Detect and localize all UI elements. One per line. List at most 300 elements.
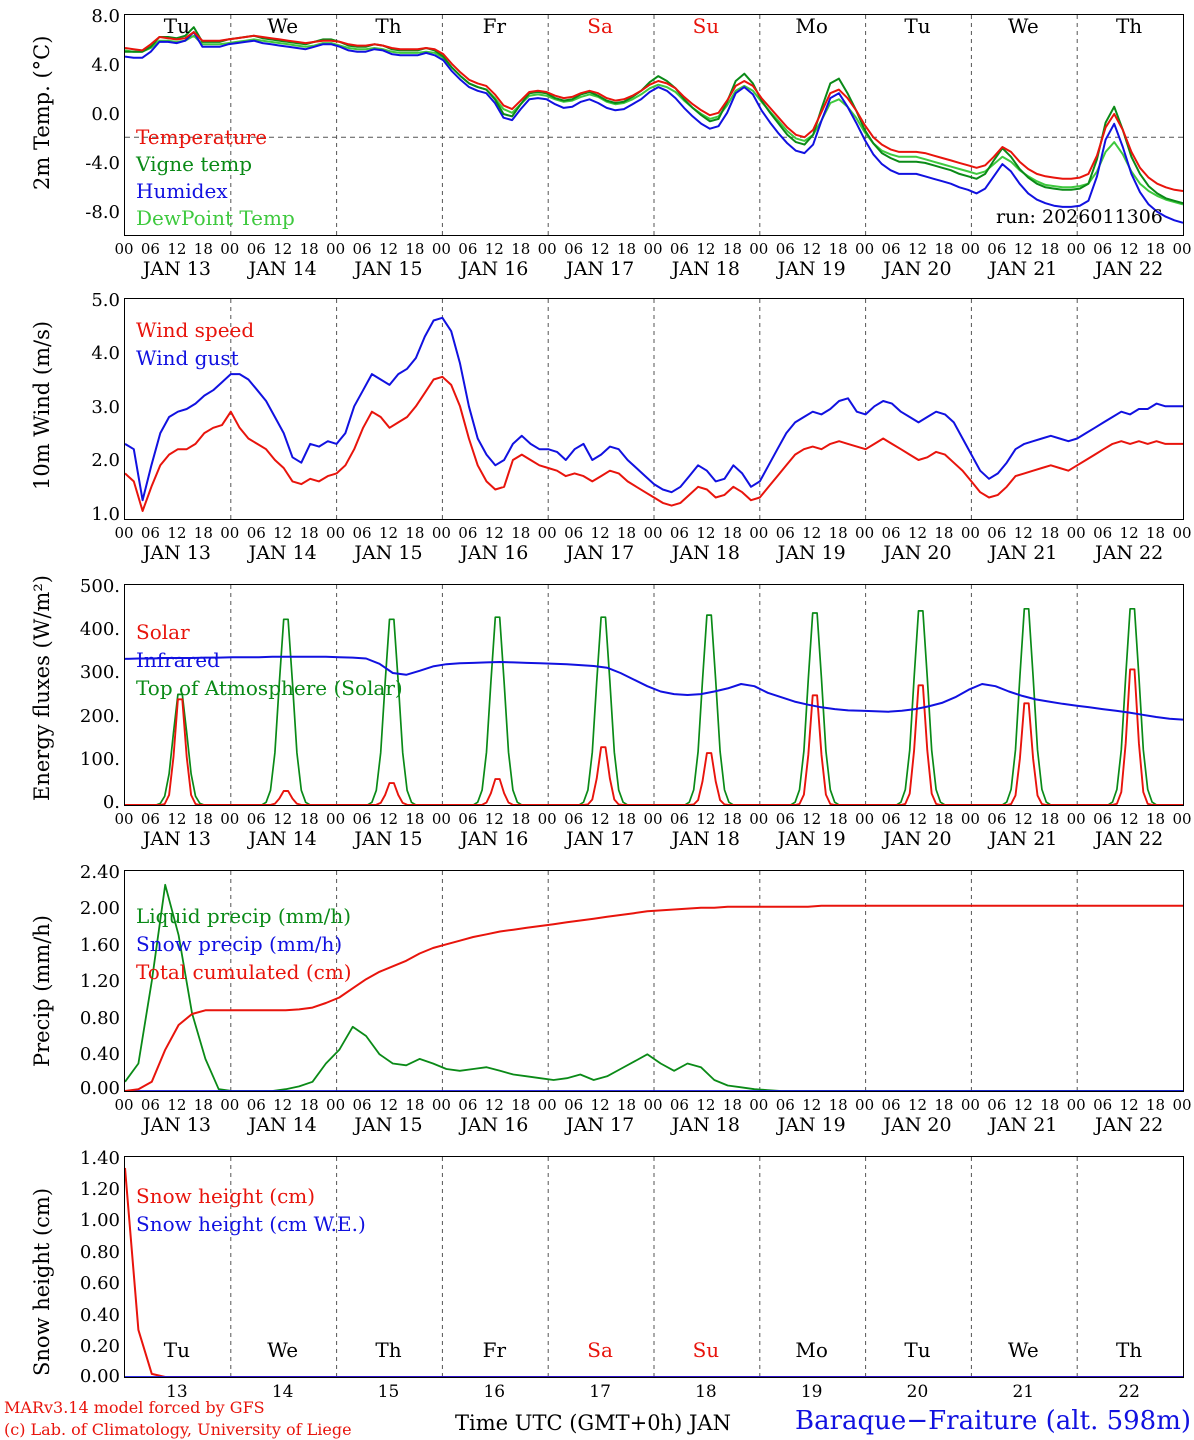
dayname-bottom: Fr <box>482 1338 507 1362</box>
hour-tick: 12 <box>1119 1096 1139 1114</box>
date-tick: JAN 14 <box>248 542 317 564</box>
hour-tick: 18 <box>617 524 637 542</box>
run-label: run: 2026011306 <box>996 206 1163 228</box>
hour-tick: 06 <box>669 810 689 828</box>
hour-tick: 06 <box>352 524 372 542</box>
hour-tick: 18 <box>1146 1096 1166 1114</box>
hour-tick: 00 <box>431 810 451 828</box>
hour-tick: 06 <box>352 810 372 828</box>
hour-tick: 12 <box>696 810 716 828</box>
hour-tick: 12 <box>696 524 716 542</box>
hour-tick: 06 <box>881 810 901 828</box>
hour-tick: 12 <box>907 1096 928 1114</box>
daynumber-bottom: 18 <box>695 1382 717 1402</box>
hour-tick: 12 <box>907 524 928 542</box>
hour-tick: 00 <box>537 240 557 258</box>
hour-tick: 12 <box>484 1096 504 1114</box>
ytick-snow-120: 1.20 <box>79 1179 120 1200</box>
hour-tick: 18 <box>405 240 425 258</box>
hour-tick: 18 <box>1146 524 1166 542</box>
footer-station-name: Baraque−Fraiture (alt. 598m) <box>795 1406 1192 1436</box>
hour-tick: 18 <box>722 1096 742 1114</box>
hour-tick: 18 <box>193 810 213 828</box>
hour-tick: 00 <box>537 1096 557 1114</box>
date-tick: JAN 13 <box>142 542 211 564</box>
date-tick: JAN 21 <box>989 1114 1058 1136</box>
hour-tick: 18 <box>405 524 425 542</box>
panel-temperature <box>0 0 1194 280</box>
date-tick: JAN 21 <box>989 258 1058 280</box>
daynumber-bottom: 21 <box>1012 1382 1035 1402</box>
hour-tick: 00 <box>1066 240 1086 258</box>
hour-tick: 12 <box>484 524 504 542</box>
panel-energy-fluxes <box>0 576 1194 856</box>
hour-tick: 06 <box>775 810 795 828</box>
legend-snow-height-we: Snow height (cm W.E.) <box>136 1212 366 1236</box>
hour-tick: 00 <box>114 810 134 828</box>
hour-tick: 00 <box>220 240 240 258</box>
hour-tick: 12 <box>378 810 399 828</box>
gridlines <box>231 299 1077 519</box>
hour-tick: 06 <box>1093 1096 1113 1114</box>
hour-tick: 06 <box>881 524 901 542</box>
hour-tick: 12 <box>590 1096 610 1114</box>
hour-tick: 18 <box>934 240 954 258</box>
dayname-top: Mo <box>795 14 828 38</box>
hour-tick: 00 <box>537 524 557 542</box>
date-tick: JAN 17 <box>566 542 635 564</box>
dayname-bottom: Tu <box>904 1338 931 1362</box>
hour-tick: 00 <box>326 240 346 258</box>
hour-tick: 18 <box>1040 810 1060 828</box>
gridlines <box>125 15 1183 235</box>
hour-tick: 06 <box>458 524 478 542</box>
hour-tick: 18 <box>1040 524 1060 542</box>
date-tick: JAN 16 <box>460 258 529 280</box>
hour-tick: 18 <box>299 240 319 258</box>
ytick-snow-040: 0.40 <box>79 1305 120 1326</box>
hour-tick: 18 <box>1146 810 1166 828</box>
ytick-temp-m8: -8.0 <box>85 202 120 223</box>
hour-tick: 06 <box>987 524 1007 542</box>
ytick-snow-000: 0.00 <box>79 1366 120 1387</box>
ytick-energy-200: 200. <box>79 706 120 727</box>
footer-credit-line1: MARv3.14 model forced by GFS <box>4 1398 265 1417</box>
date-tick: JAN 17 <box>566 258 635 280</box>
hour-tick: 18 <box>193 524 213 542</box>
hour-tick: 18 <box>617 810 637 828</box>
legend-wind-speed: Wind speed <box>136 318 255 342</box>
hour-tick: 06 <box>352 1096 372 1114</box>
date-tick: JAN 15 <box>354 828 423 850</box>
hour-tick: 12 <box>802 240 822 258</box>
hour-tick: 18 <box>934 810 954 828</box>
hour-tick: 06 <box>246 524 266 542</box>
hour-tick: 18 <box>934 1096 954 1114</box>
date-tick: JAN 22 <box>1095 542 1164 564</box>
date-tick: JAN 13 <box>142 1114 211 1136</box>
hour-tick: 12 <box>273 240 293 258</box>
hour-tick: 06 <box>458 1096 478 1114</box>
hour-tick: 12 <box>802 524 822 542</box>
hour-tick: 06 <box>987 810 1007 828</box>
ytick-wind-4: 4.0 <box>91 343 120 364</box>
hour-tick: 00 <box>749 524 769 542</box>
ytick-snow-140: 1.40 <box>79 1148 120 1169</box>
hour-tick: 18 <box>299 810 319 828</box>
hour-tick: 12 <box>273 810 293 828</box>
hour-tick: 00 <box>749 240 769 258</box>
date-tick: JAN 21 <box>989 828 1058 850</box>
hour-tick: 06 <box>352 240 372 258</box>
dayname-bottom: Mo <box>795 1338 828 1362</box>
plot-area-wind <box>124 298 1184 520</box>
hour-tick: 18 <box>722 240 742 258</box>
hour-tick: 06 <box>564 524 584 542</box>
date-tick: JAN 20 <box>883 258 952 280</box>
hour-tick: 00 <box>537 810 557 828</box>
legend-humidex: Humidex <box>136 179 228 203</box>
hour-tick: 00 <box>431 240 451 258</box>
hour-tick: 00 <box>326 1096 346 1114</box>
dayname-top: Th <box>1115 14 1143 38</box>
hour-tick: 18 <box>617 240 637 258</box>
hour-tick: 06 <box>458 240 478 258</box>
axis-label-wind: 10m Wind (m/s) <box>30 320 54 490</box>
hour-tick: 12 <box>378 1096 399 1114</box>
hour-tick: 18 <box>617 1096 637 1114</box>
hour-tick: 12 <box>167 524 187 542</box>
dayname-top: We <box>1007 14 1039 38</box>
date-tick: JAN 16 <box>460 1114 529 1136</box>
date-tick: JAN 20 <box>883 1114 952 1136</box>
hour-tick: 00 <box>220 524 240 542</box>
hour-tick: 12 <box>484 240 504 258</box>
date-tick: JAN 13 <box>142 258 211 280</box>
ytick-temp-8: 8.0 <box>91 6 120 27</box>
panel-precip <box>0 862 1194 1142</box>
hour-tick: 12 <box>907 240 928 258</box>
date-tick: JAN 15 <box>354 542 423 564</box>
hour-tick: 12 <box>1013 524 1033 542</box>
hour-tick: 00 <box>960 810 980 828</box>
daynumber-bottom: 17 <box>589 1382 611 1402</box>
ytick-wind-1: 1.0 <box>91 504 120 525</box>
hour-tick: 06 <box>669 1096 689 1114</box>
hour-tick: 06 <box>775 524 795 542</box>
hour-tick: 18 <box>1040 1096 1060 1114</box>
daynumber-bottom: 22 <box>1118 1382 1140 1402</box>
hour-tick: 12 <box>167 240 187 258</box>
legend-solar: Solar <box>136 620 190 644</box>
ytick-precip-080: 0.80 <box>79 1008 120 1029</box>
dayname-top: Tu <box>163 14 190 38</box>
ytick-snow-080: 0.80 <box>79 1242 120 1263</box>
date-tick: JAN 19 <box>777 258 846 280</box>
hour-tick: 00 <box>855 240 875 258</box>
date-tick: JAN 20 <box>883 828 952 850</box>
panel-wind <box>0 290 1194 570</box>
dayname-bottom: We <box>1007 1338 1039 1362</box>
hour-tick: 06 <box>246 810 266 828</box>
hour-tick: 00 <box>431 1096 451 1114</box>
hour-tick: 12 <box>484 810 504 828</box>
hour-tick: 18 <box>299 1096 319 1114</box>
hour-tick: 18 <box>1040 240 1060 258</box>
hour-tick: 12 <box>1013 1096 1033 1114</box>
daynumber-bottom: 13 <box>166 1382 188 1402</box>
date-tick: JAN 16 <box>460 828 529 850</box>
ytick-snow-020: 0.20 <box>79 1336 120 1357</box>
hour-tick: 18 <box>828 810 848 828</box>
hour-tick: 00 <box>1172 1096 1192 1114</box>
legend-total-cumulated: Total cumulated (cm) <box>136 960 352 984</box>
ytick-snow-060: 0.60 <box>79 1273 120 1294</box>
date-tick: JAN 22 <box>1095 828 1164 850</box>
ytick-wind-3: 3.0 <box>91 397 120 418</box>
hour-tick: 18 <box>828 1096 848 1114</box>
date-tick: JAN 22 <box>1095 1114 1164 1136</box>
ytick-precip-000: 0.00 <box>79 1078 120 1099</box>
hour-tick: 12 <box>590 240 610 258</box>
date-tick: JAN 19 <box>777 542 846 564</box>
hour-tick: 00 <box>960 240 980 258</box>
hour-tick: 18 <box>405 810 425 828</box>
hour-tick: 12 <box>1119 810 1139 828</box>
hour-tick: 18 <box>405 1096 425 1114</box>
dayname-bottom: Th <box>375 1338 402 1362</box>
daynumber-bottom: 20 <box>906 1382 929 1402</box>
date-tick: JAN 19 <box>777 828 846 850</box>
hour-tick: 06 <box>1093 524 1113 542</box>
date-tick: JAN 20 <box>883 542 952 564</box>
hour-tick: 06 <box>1093 810 1113 828</box>
hour-tick: 06 <box>881 1096 901 1114</box>
ytick-snow-100: 1.00 <box>79 1210 120 1231</box>
date-tick: JAN 14 <box>248 258 317 280</box>
date-tick: JAN 22 <box>1095 258 1164 280</box>
hour-tick: 00 <box>960 524 980 542</box>
ytick-precip-120: 1.20 <box>79 971 120 992</box>
hour-tick: 06 <box>140 1096 160 1114</box>
hour-tick: 00 <box>326 810 346 828</box>
date-tick: JAN 18 <box>671 1114 740 1136</box>
hour-tick: 06 <box>564 1096 584 1114</box>
hour-tick: 18 <box>511 240 531 258</box>
date-tick: JAN 13 <box>142 828 211 850</box>
date-tick: JAN 14 <box>248 828 317 850</box>
hour-tick: 12 <box>802 810 822 828</box>
dayname-top: Sa <box>587 14 613 38</box>
hour-tick: 06 <box>669 524 689 542</box>
hour-tick: 06 <box>140 810 160 828</box>
hour-tick: 12 <box>167 810 187 828</box>
hour-tick: 12 <box>378 524 399 542</box>
ytick-energy-500: 500. <box>79 576 120 597</box>
date-tick: JAN 19 <box>777 1114 846 1136</box>
date-tick: JAN 18 <box>671 828 740 850</box>
hour-tick: 00 <box>220 1096 240 1114</box>
hour-tick: 00 <box>749 1096 769 1114</box>
date-tick: JAN 14 <box>248 1114 317 1136</box>
ytick-wind-5: 5.0 <box>91 290 120 311</box>
hour-tick: 00 <box>855 524 875 542</box>
hour-tick: 06 <box>246 1096 266 1114</box>
hour-tick: 06 <box>669 240 689 258</box>
ytick-energy-0: 0. <box>102 792 120 813</box>
axis-label-snow: Snow height (cm) <box>30 1187 54 1376</box>
ytick-energy-400: 400. <box>79 619 120 640</box>
legend-liquid-precip: Liquid precip (mm/h) <box>136 904 352 928</box>
date-tick: JAN 18 <box>671 542 740 564</box>
hour-tick: 12 <box>590 810 610 828</box>
ytick-precip-200: 2.00 <box>79 898 120 919</box>
ytick-precip-160: 1.60 <box>79 935 120 956</box>
ytick-energy-100: 100. <box>79 749 120 770</box>
hour-tick: 12 <box>273 524 293 542</box>
hour-tick: 00 <box>1066 810 1086 828</box>
legend-snow-precip: Snow precip (mm/h) <box>136 932 343 956</box>
hour-tick: 18 <box>722 810 742 828</box>
hour-tick: 00 <box>1172 524 1192 542</box>
hour-tick: 18 <box>511 810 531 828</box>
hour-tick: 06 <box>1093 240 1113 258</box>
daynumber-bottom: 16 <box>483 1382 506 1402</box>
hour-tick: 00 <box>960 1096 980 1114</box>
dayname-bottom: Tu <box>163 1338 190 1362</box>
hour-tick: 06 <box>458 810 478 828</box>
hour-tick: 00 <box>643 1096 663 1114</box>
date-tick: JAN 17 <box>566 1114 635 1136</box>
hour-tick: 12 <box>696 1096 716 1114</box>
hour-tick: 06 <box>881 240 901 258</box>
hour-tick: 00 <box>1066 1096 1086 1114</box>
dayname-top: Su <box>692 14 720 38</box>
date-tick: JAN 15 <box>354 258 423 280</box>
hour-tick: 06 <box>564 810 584 828</box>
hour-tick: 00 <box>855 1096 875 1114</box>
plot-area-temperature <box>124 14 1184 236</box>
axis-label-precip: Precip (mm/h) <box>30 914 54 1067</box>
daynumber-bottom: 19 <box>800 1382 823 1402</box>
hour-tick: 00 <box>1172 810 1192 828</box>
hour-tick: 06 <box>775 1096 795 1114</box>
hour-tick: 12 <box>378 240 399 258</box>
date-tick: JAN 21 <box>989 542 1058 564</box>
hour-tick: 18 <box>193 1096 213 1114</box>
legend-infrared: Infrared <box>136 648 220 672</box>
panel-snow-height <box>0 1148 1194 1402</box>
hour-tick: 18 <box>1146 240 1166 258</box>
ytick-temp-0: 0.0 <box>91 104 120 125</box>
hour-tick: 12 <box>167 1096 187 1114</box>
date-tick: JAN 16 <box>460 542 529 564</box>
hour-tick: 00 <box>114 1096 134 1114</box>
hour-tick: 00 <box>220 810 240 828</box>
ytick-energy-300: 300. <box>79 662 120 683</box>
dayname-bottom: Th <box>1115 1338 1143 1362</box>
hour-tick: 18 <box>511 1096 531 1114</box>
hour-tick: 06 <box>987 240 1007 258</box>
ytick-temp-4: 4.0 <box>91 55 120 76</box>
hour-tick: 06 <box>987 1096 1007 1114</box>
hour-tick: 00 <box>1066 524 1086 542</box>
hour-tick: 18 <box>934 524 954 542</box>
hour-tick: 12 <box>1119 524 1139 542</box>
hour-tick: 00 <box>431 524 451 542</box>
daynumber-bottom: 15 <box>377 1382 400 1402</box>
legend-snow-height: Snow height (cm) <box>136 1184 316 1208</box>
hour-tick: 18 <box>828 524 848 542</box>
axis-label-temperature: 2m Temp. (°C) <box>30 35 54 190</box>
date-tick: JAN 17 <box>566 828 635 850</box>
dayname-top: Fr <box>482 14 507 38</box>
hour-tick: 18 <box>193 240 213 258</box>
wind-svg <box>125 299 1183 519</box>
dayname-top: Th <box>375 14 402 38</box>
legend-vigne-temp: Vigne temp <box>136 152 253 176</box>
hour-tick: 06 <box>564 240 584 258</box>
daynumber-bottom: 14 <box>271 1382 294 1402</box>
hour-tick: 12 <box>590 524 610 542</box>
legend-temperature: Temperature <box>136 125 268 149</box>
hour-tick: 00 <box>1172 240 1192 258</box>
dayname-bottom: Sa <box>587 1338 613 1362</box>
hour-tick: 12 <box>1013 810 1033 828</box>
hour-tick: 12 <box>907 810 928 828</box>
ytick-precip-240: 2.40 <box>79 862 120 883</box>
dayname-bottom: Su <box>692 1338 720 1362</box>
footer-credit-line2: (c) Lab. of Climatology, University of Liege <box>4 1420 352 1439</box>
footer-time-axis-label: Time UTC (GMT+0h) JAN <box>455 1411 731 1435</box>
axis-label-energy: Energy fluxes (W/m²) <box>30 575 54 801</box>
legend-toa-solar: Top of Atmosphere (Solar) <box>136 676 403 700</box>
hour-tick: 00 <box>749 810 769 828</box>
hour-tick: 00 <box>114 240 134 258</box>
hour-tick: 00 <box>114 524 134 542</box>
legend-wind-gust: Wind gust <box>136 346 239 370</box>
hour-tick: 12 <box>802 1096 822 1114</box>
hour-tick: 06 <box>775 240 795 258</box>
hour-tick: 18 <box>299 524 319 542</box>
hour-tick: 12 <box>1013 240 1033 258</box>
hour-tick: 12 <box>1119 240 1139 258</box>
hour-tick: 06 <box>140 524 160 542</box>
hour-tick: 00 <box>643 240 663 258</box>
hour-tick: 12 <box>273 1096 293 1114</box>
ytick-wind-2: 2.0 <box>91 450 120 471</box>
hour-tick: 00 <box>643 524 663 542</box>
hour-tick: 06 <box>140 240 160 258</box>
dayname-top: We <box>267 14 299 38</box>
dayname-bottom: We <box>267 1338 299 1362</box>
hour-tick: 00 <box>643 810 663 828</box>
hour-tick: 06 <box>246 240 266 258</box>
hour-tick: 00 <box>855 810 875 828</box>
date-tick: JAN 18 <box>671 258 740 280</box>
legend-dewpoint-temp: DewPoint Temp <box>136 206 295 230</box>
dayname-top: Tu <box>904 14 931 38</box>
hour-tick: 18 <box>828 240 848 258</box>
hour-tick: 00 <box>326 524 346 542</box>
hour-tick: 12 <box>696 240 716 258</box>
hour-tick: 18 <box>722 524 742 542</box>
temperature-svg <box>125 15 1183 235</box>
date-tick: JAN 15 <box>354 1114 423 1136</box>
hour-tick: 18 <box>511 524 531 542</box>
ytick-precip-040: 0.40 <box>79 1044 120 1065</box>
ytick-temp-m4: -4.0 <box>85 153 120 174</box>
